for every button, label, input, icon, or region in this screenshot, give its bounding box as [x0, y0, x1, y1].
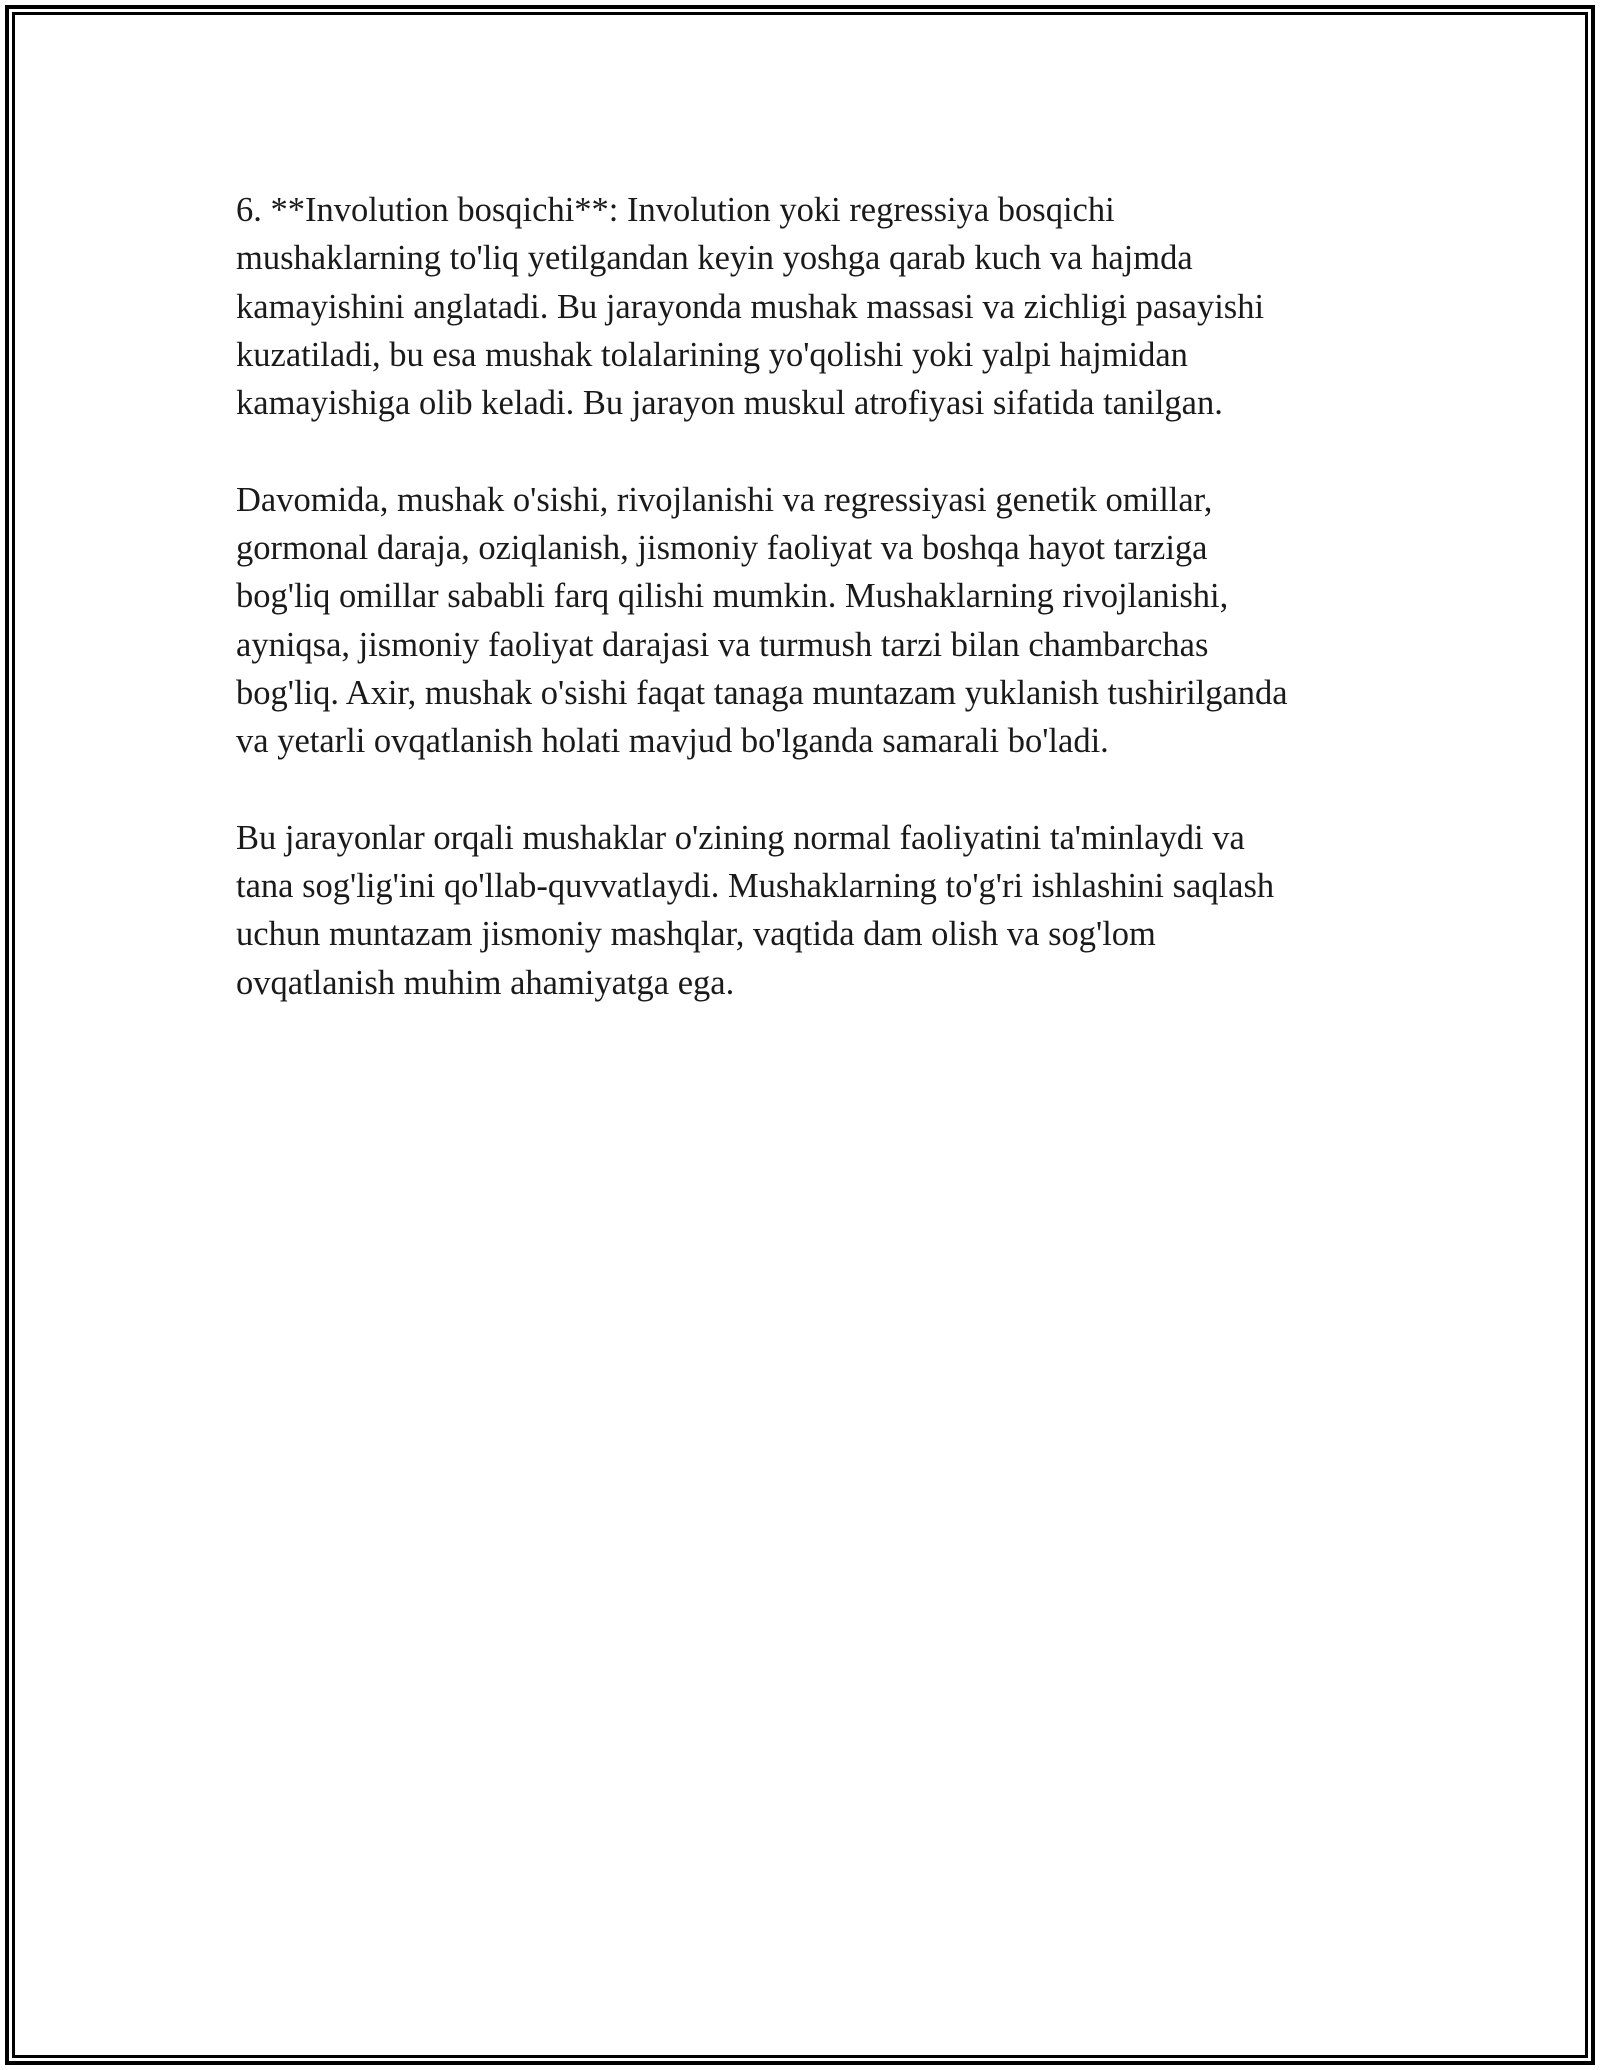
paragraph-influencing-factors: Davomida, mushak o'sishi, rivojlanishi va regressiyasi genetik omillar, gormonal daraja, oziqlanish, jismoniy faoliyat va boshqa hayot tarziga bog'liq omillar sababli farq qilishi mumkin. Mushaklarning rivojlanishi, ayniqsa, jismoniy faoliyat darajasi va turmush tarzi bilan chambarchas bog'liq. Axir, mushak o'sishi faqat tanaga muntazam yuklanish tushirilganda va yetarli ovqatlanish holati mavjud bo'lganda samarali bo'ladi.	[236, 480, 1288, 761]
paragraph-conclusion: Bu jarayonlar orqali mushaklar o'zining normal faoliyatini ta'minlaydi va tana sog'lig'ini qo'llab-quvvatlaydi. Mushaklarning to'g'ri ishlashini saqlash uchun muntazam jismoniy mashqlar, vaqtida dam olish va sog'lom ovqatlanish muhim ahamiyatga ega.	[236, 818, 1275, 1002]
document-body	[236, 186, 1376, 1055]
paragraph-involution-stage: 6. **Involution bosqichi**: Involution yoki regressiya bosqichi mushaklarning to'liq yetilgandan keyin yoshga qarab kuch va hajmda kamayishini anglatadi. Bu jarayonda mushak massasi va zichligi pasayishi kuzatiladi, bu esa mushak tolalarining yo'qolishi yoki yalpi hajmidan kamayishiga olib keladi. Bu jarayon muskul atrofiyasi sifatida tanilgan.	[236, 191, 1265, 423]
